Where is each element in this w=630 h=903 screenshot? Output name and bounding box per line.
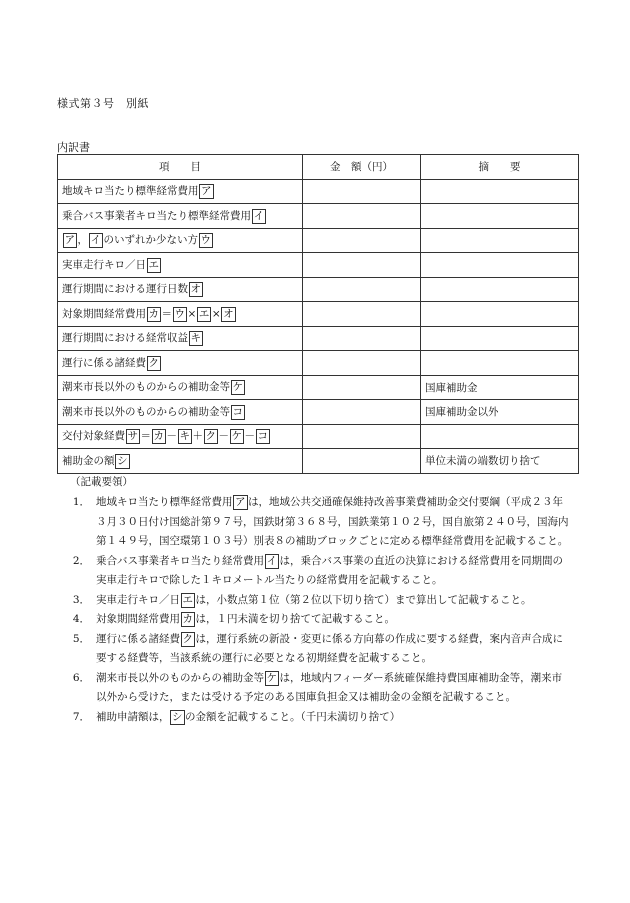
note-item (70, 591, 570, 611)
text-fragment: は，小数点第１位（第２位以下切り捨て）まで算出して記載すること。 (195, 593, 532, 606)
remarks-cell (421, 302, 579, 327)
boxed-symbol: ア (201, 185, 212, 198)
table-row (58, 400, 579, 425)
table-row (58, 326, 579, 351)
text-fragment: ＝ (161, 307, 172, 320)
boxed-symbol: オ (223, 307, 234, 320)
text-fragment: 交付対象経費 (62, 430, 125, 443)
text-fragment: 対象期間経常費用 (62, 307, 146, 320)
text-fragment: ＝ (140, 430, 151, 443)
text-fragment: ， (77, 234, 88, 247)
text-fragment: 実車走行キロ／日 (62, 258, 146, 271)
text-fragment: 運行期間における運行日数 (62, 283, 188, 296)
item-cell (58, 375, 303, 400)
note-number: 7． (72, 710, 90, 723)
item-cell (58, 449, 303, 474)
boxed-symbol: オ (190, 283, 201, 296)
text-fragment: 地域キロ当たり標準経常費用 (62, 185, 199, 198)
boxed-symbol: ウ (174, 307, 185, 320)
item-cell (58, 351, 303, 376)
boxed-symbol: イ (266, 554, 277, 567)
item-cell (58, 179, 303, 204)
text-fragment: 実車走行キロ／日 (96, 593, 180, 606)
boxed-symbol: サ (127, 430, 138, 443)
text-fragment: のいずれか少ない方 (103, 234, 198, 247)
note-number: 6． (72, 671, 90, 684)
boxed-symbol: ア (235, 496, 246, 508)
note-number: 4． (72, 613, 90, 625)
table-row (58, 449, 579, 474)
amount-cell[interactable] (303, 449, 421, 474)
text-fragment: の金額を記載すること。（千円未満切り捨て） (185, 710, 401, 723)
note-text (96, 493, 570, 552)
boxed-symbol: シ (117, 454, 128, 467)
remarks-cell (421, 253, 579, 278)
text-fragment: ＋ (192, 430, 203, 443)
boxed-symbol: カ (148, 307, 159, 320)
table-row (58, 228, 579, 253)
boxed-symbol: カ (153, 430, 164, 443)
item-cell (58, 424, 303, 449)
boxed-symbol: カ (182, 613, 193, 625)
remarks-cell (421, 326, 579, 351)
header-item: 項 目 (58, 155, 303, 180)
note-item (70, 552, 570, 591)
boxed-symbol: ク (182, 632, 193, 645)
boxed-symbol: エ (182, 593, 193, 606)
text-fragment: 対象期間経常費用 (96, 613, 180, 625)
text-fragment: 地域キロ当たり標準経常費用 (96, 496, 233, 508)
text-fragment: 乗合バス事業者キロ当たり経常費用 (96, 554, 264, 567)
remarks-cell (421, 204, 579, 229)
boxed-symbol: イ (90, 234, 101, 247)
item-cell (58, 400, 303, 425)
text-fragment: 運行期間における経常収益 (62, 332, 188, 345)
boxed-symbol: ア (64, 234, 75, 247)
boxed-symbol: ケ (266, 671, 277, 684)
table-row (58, 179, 579, 204)
amount-cell[interactable] (303, 204, 421, 229)
boxed-symbol: シ (172, 710, 183, 723)
table-row (58, 277, 579, 302)
table-row (58, 424, 579, 449)
note-text (96, 630, 570, 669)
boxed-symbol: ク (205, 430, 216, 443)
boxed-symbol: キ (179, 430, 190, 443)
boxed-symbol: ケ (231, 430, 242, 443)
text-fragment: 運行に係る諸経費 (96, 632, 180, 645)
text-fragment: は，地域公共交通確保維持改善事業費補助金交付要綱（平成２３年３月３０日付け国総計第９７号，国鉄財第３６８号，国鉄業第１０２号，国自旅第２４０号，国海内第１４９号，国空環第１０３号）別表８の補助ブロックごとに定める標準経常費用を記載すること。 (96, 496, 569, 547)
text-fragment: × (211, 307, 221, 320)
note-text (96, 708, 570, 728)
note-item (70, 493, 570, 552)
note-item (70, 708, 570, 728)
amount-cell[interactable] (303, 400, 421, 425)
boxed-symbol: コ (257, 430, 268, 443)
item-cell (58, 228, 303, 253)
amount-cell[interactable] (303, 277, 421, 302)
note-item (70, 610, 570, 630)
doc-title: 内訳書 (57, 141, 90, 154)
text-fragment: は，１円未満を切り捨てて記載すること。 (195, 613, 395, 625)
note-text (96, 610, 570, 630)
text-fragment: 乗合バス事業者キロ当たり標準経常費用 (62, 209, 251, 222)
note-number: 1． (72, 496, 90, 508)
boxed-symbol: ケ (232, 381, 243, 394)
note-text (96, 591, 570, 611)
note-item (70, 669, 570, 708)
text-fragment: は，地域内フィーダー系統確保維持費国庫補助金等，潮来市以外から受けた，または受ける予定のある国庫負担金又は補助金の金額を記載すること。 (96, 671, 563, 703)
text-fragment: 補助申請額は， (96, 710, 170, 723)
item-cell (58, 204, 303, 229)
header-amount: 金 額（円） (303, 155, 421, 180)
amount-cell[interactable] (303, 326, 421, 351)
note-number: 3． (72, 593, 90, 606)
amount-cell[interactable] (303, 228, 421, 253)
breakdown-table (57, 154, 579, 474)
table-row (58, 302, 579, 327)
text-fragment: × (187, 307, 197, 320)
note-number: 5． (72, 632, 90, 645)
amount-cell[interactable] (303, 179, 421, 204)
remarks-cell (421, 351, 579, 376)
note-text (96, 669, 570, 708)
note-text (96, 552, 570, 591)
remarks-cell: 国庫補助金以外 (421, 400, 579, 425)
amount-cell[interactable] (303, 351, 421, 376)
amount-cell[interactable] (303, 375, 421, 400)
boxed-symbol: コ (232, 405, 243, 418)
boxed-symbol: ウ (200, 234, 211, 247)
boxed-symbol: キ (190, 332, 201, 345)
notes-heading: （記載要領） (70, 476, 133, 488)
remarks-cell: 単位未満の端数切り捨て (421, 449, 579, 474)
table-body (58, 179, 579, 473)
table-row (58, 375, 579, 400)
amount-cell[interactable] (303, 302, 421, 327)
text-fragment: 運行に係る諸経費 (62, 356, 146, 369)
text-fragment: － (244, 430, 255, 443)
text-fragment: － (218, 430, 229, 443)
text-fragment: － (166, 430, 177, 443)
note-item (70, 630, 570, 669)
remarks-cell (421, 179, 579, 204)
remarks-cell (421, 277, 579, 302)
item-cell (58, 302, 303, 327)
text-fragment: 潮来市長以外のものからの補助金等 (96, 671, 264, 684)
notes-list (70, 493, 570, 727)
amount-cell[interactable] (303, 424, 421, 449)
boxed-symbol: エ (198, 307, 210, 320)
text-fragment: は，乗合バス事業の直近の決算における経常費用を同期間の実車走行キロで除した１キロメートル当たりの経常費用を記載すること。 (96, 554, 563, 586)
text-fragment: は，運行系統の新設・変更に係る方向幕の作成に要する経費，案内音声合成に要する経費等，当該系統の運行に必要となる初期経費を記載すること。 (96, 632, 563, 664)
text-fragment: 潮来市長以外のものからの補助金等 (62, 405, 230, 418)
text-fragment: 補助金の額 (62, 454, 115, 467)
table-header-row (58, 155, 579, 180)
notes-section (70, 474, 570, 727)
boxed-symbol: エ (148, 258, 159, 271)
form-number: 様式第３号 別紙 (57, 97, 149, 110)
amount-cell[interactable] (303, 253, 421, 278)
item-cell (58, 253, 303, 278)
header-remarks: 摘 要 (421, 155, 579, 180)
item-cell (58, 326, 303, 351)
text-fragment: 潮来市長以外のものからの補助金等 (62, 381, 230, 394)
remarks-cell (421, 424, 579, 449)
table-row (58, 253, 579, 278)
table-row (58, 204, 579, 229)
boxed-symbol: イ (253, 209, 264, 222)
note-number: 2． (72, 554, 90, 567)
table-row (58, 351, 579, 376)
remarks-cell: 国庫補助金 (421, 375, 579, 400)
item-cell (58, 277, 303, 302)
boxed-symbol: ク (148, 356, 159, 369)
remarks-cell (421, 228, 579, 253)
